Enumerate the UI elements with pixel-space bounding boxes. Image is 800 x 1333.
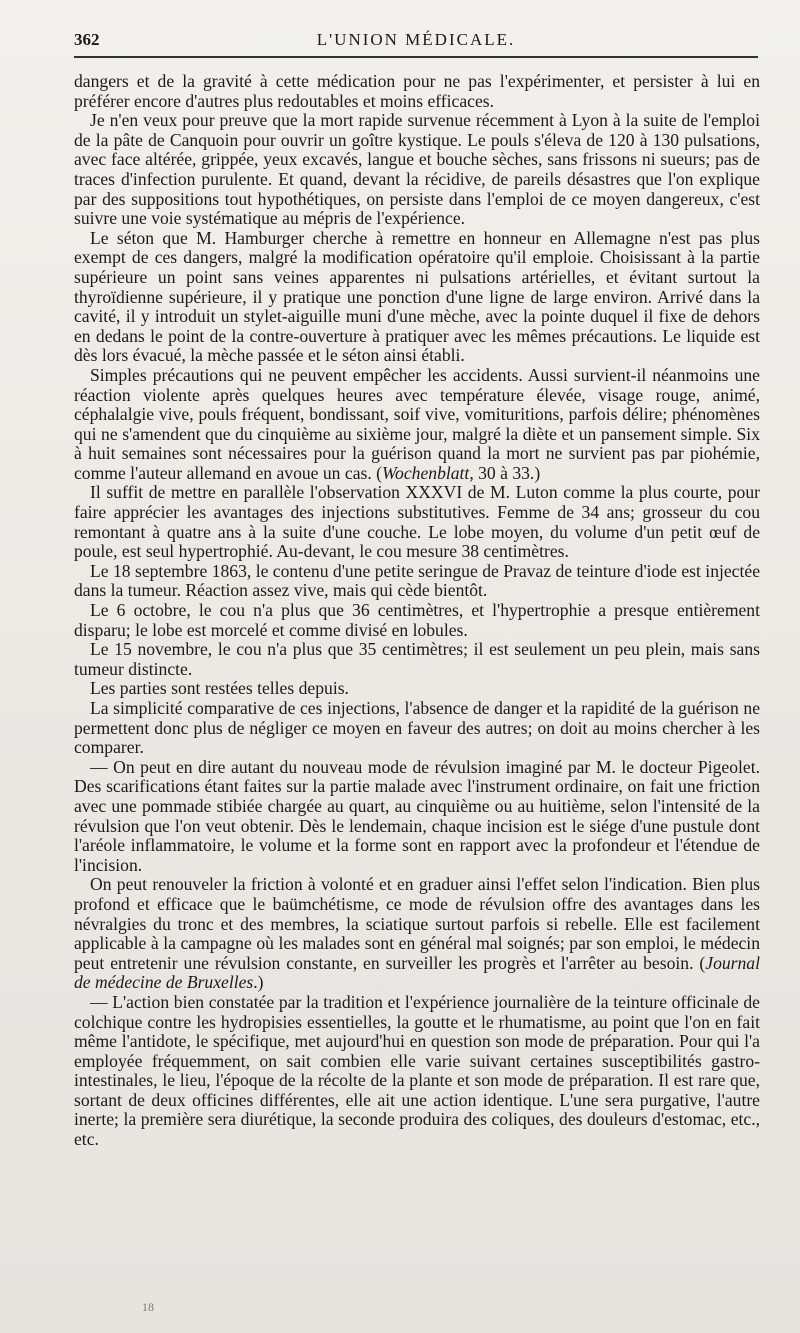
paragraph-text: Simples précautions qui ne peuvent empêcher les accidents. Aussi survient-il néanmoins une réaction violente après quelques heures avec température élevée, visage rouge, animé, céphalalgie vive, pouls fréquent, bondissant, soif vive, vomituritions, parfois délire; phénomènes qui ne s'amendent que du cinquième au sixième jour, malgré la diète et un pansement simple. Six à huit semaines sont nécessaires pour la guérison quand la mort ne survient pas par piohémie, comme l'auteur allemand en avoue un cas. [74,364,760,483]
citation-ref: , 30 à 33. [469,462,535,483]
running-title: L'UNION MÉDICALE. [316,30,516,49]
paragraph: La simplicité comparative de ces injections, l'absence de danger et la rapidité de la guérison ne permettent donc plus de négliger ce moyen en faveur des autres; on doit au moins chercher à les comparer. [74,698,760,758]
article-body [74,72,760,1150]
paragraph: Le 6 octobre, le cou n'a plus que 36 centimètres, et l'hypertrophie a presque entièrement disparu; le lobe est morcelé et comme divisé en lobules. [74,600,760,640]
paragraph: Simples précautions qui ne peuvent empêcher les accidents. Aussi survient-il néanmoins une réaction violente après quelques heures avec température élevée, visage rouge, animé, céphalalgie vive, pouls fréquent, bondissant, soif vive, vomituritions, parfois délire; phénomènes qui ne s'amendent que du cinquième au sixième jour, malgré la diète et un pansement simple. Six à huit semaines sont nécessaires pour la guérison quand la mort ne survient pas par piohémie, comme l'auteur allemand en avoue un cas. (Wochenblatt, 30 à 33.) [74,364,760,483]
paragraph: Je n'en veux pour preuve que la mort rapide survenue récemment à Lyon à la suite de l'emploi de la pâte de Canquoin pour ouvrir un goître kystique. Le pouls s'éleva de 120 à 130 pulsations, avec face altérée, grippée, yeux excavés, langue et bouche sèches, sans frissons ni sueurs; pas de traces d'infection purulente. Et quand, devant la récidive, de pareils désastres que l'on explique par des suppositions tout hypothétiques, on persiste dans l'emploi de ce moyen dangereux, c'est suivre une voie systématique au mépris de l'expérience. [74,110,760,229]
paragraph: — L'action bien constatée par la tradition et l'expérience journalière de la teinture officinale de colchique contre les hydropisies essentielles, la goutte et le rhumatisme, au point que l'on en fait même l'antidote, le spécifique, met aujourd'hui en question son mode de préparation. Pour qui l'a employée fréquemment, on sait combien elle varie suivant certaines susceptibilités gastro-intestinales, le lieu, l'époque de la récolte de la plante et son mode de préparation. Il est rare que, sortant de deux officines différentes, elle ait une action identique. L'une sera purgative, l'autre inerte; la première sera diurétique, la seconde produira des coliques, des douleurs d'estomac, etc., etc. [74,991,760,1150]
page-number: 362 [74,30,100,49]
paragraph: dangers et de la gravité à cette médication pour ne pas l'expérimenter, et persister à lui en préférer encore d'autres plus redoutables et moins efficaces. [74,71,760,111]
paragraph-text: On peut renouveler la friction à volonté et en graduer ainsi l'effet selon l'indication. Bien plus profond et efficace que le baümchétisme, ce mode de révulsion offre des avantages dans les névralgies du tronc et des membres, la sciatique surtout parfois si rebelle. Elle est facilement applicable à la campagne où les malades sont en général mal soignés; par son emploi, le médecin peut entretenir une révulsion constante, en surveiller les progrès et l'arrêter au besoin. [74,874,760,973]
paragraph: Le 15 novembre, le cou n'a plus que 35 centimètres; il est seulement un peu plein, mais sans tumeur distincte. [74,639,760,679]
page-header [74,26,758,58]
folio-mark: 18 [142,1300,154,1314]
paragraph: On peut renouveler la friction à volonté et en graduer ainsi l'effet selon l'indication. Bien plus profond et efficace que le baümchétisme, ce mode de révulsion offre des avantages dans les névralgies du tronc et des membres, la sciatique surtout parfois si rebelle. Elle est facilement applicable à la campagne où les malades sont en général mal soignés; par son emploi, le médecin peut entretenir une révulsion constante, en surveiller les progrès et l'arrêter au besoin. (Journal de médecine de Bruxelles.) [74,874,760,993]
paragraph: Il suffit de mettre en parallèle l'observation XXXVI de M. Luton comme la plus courte, pour faire apprécier les avantages des injections substitutives. Femme de 34 ans; grosseur du cou remontant à quatre ans à la suite d'une couche. Le lobe moyen, du volume d'un petit œuf de poule, est seul hypertrophié. Au-devant, le cou mesure 38 centimètres. [74,482,760,562]
paragraph: Le séton que M. Hamburger cherche à remettre en honneur en Allemagne n'est pas plus exempt de ces dangers, malgré la modification opératoire qu'il emploie. Choisissant à la partie supérieure un point sans veines apparentes ni pulsations artérielles, et évitant surtout la thyroïdienne supérieure, il y pratique une ponction d'une ligne de large environ. Arrivé dans la cavité, il y introduit un stylet-aiguille muni d'une mèche, avec la pointe duquel il fixe de dehors en dedans le point de la contre-ouverture à pratiquer avec les mêmes précautions. Le liquide est dès lors évacué, la mèche passée et le séton ainsi établi. [74,227,760,366]
paragraph: Le 18 septembre 1863, le contenu d'une petite seringue de Pravaz de teinture d'iode est injectée dans la tumeur. Réaction assez vive, mais qui cède bientôt. [74,560,760,601]
citation-title: Wochenblatt [382,462,470,483]
paragraph: Les parties sont restées telles depuis. [90,678,349,699]
citation-title: Journal de médecine de Bruxelles [74,952,760,993]
paragraph: — On peut en dire autant du nouveau mode de révulsion imaginé par M. le docteur Pigeolet. Des scarifications étant faites sur la partie malade avec l'instrument ordinaire, on fait une friction avec une pommade stibiée chargée au quart, au cinquième ou au huitième, selon l'intensité de la révulsion que l'on veut obtenir. Dès le lendemain, chaque incision est le siége d'une pustule dont l'aréole inflammatoire, le volume et la forme sont en rapport avec la profondeur et l'étendue de l'incision. [74,756,760,875]
